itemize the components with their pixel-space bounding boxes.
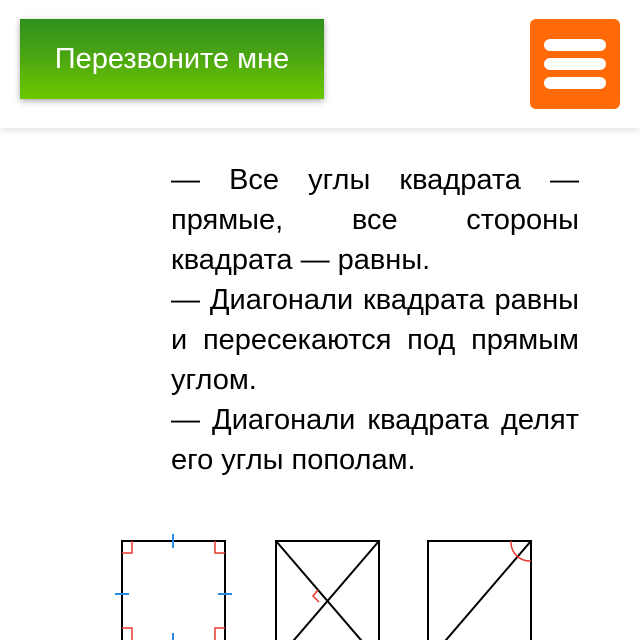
callback-button[interactable]: Перезвоните мне [20, 19, 324, 99]
property-paragraph-1: — Все углы квадрата — прямые, все стороны квадрата — равны. [171, 164, 579, 276]
menu-button[interactable] [530, 19, 620, 109]
site-header [0, 0, 640, 128]
square-figures [110, 530, 550, 640]
figure-square-angle-bisector [428, 541, 531, 640]
figure-square-perpendicular-diagonals [276, 541, 379, 640]
property-paragraph-2: — Диагонали квадрата равны и пересекаются под прямым углом. [171, 284, 579, 396]
property-paragraph-3: — Диагонали квадрата делят его углы пополам. [171, 404, 579, 476]
figure-square-right-angles [115, 534, 232, 640]
article-text [171, 160, 579, 480]
